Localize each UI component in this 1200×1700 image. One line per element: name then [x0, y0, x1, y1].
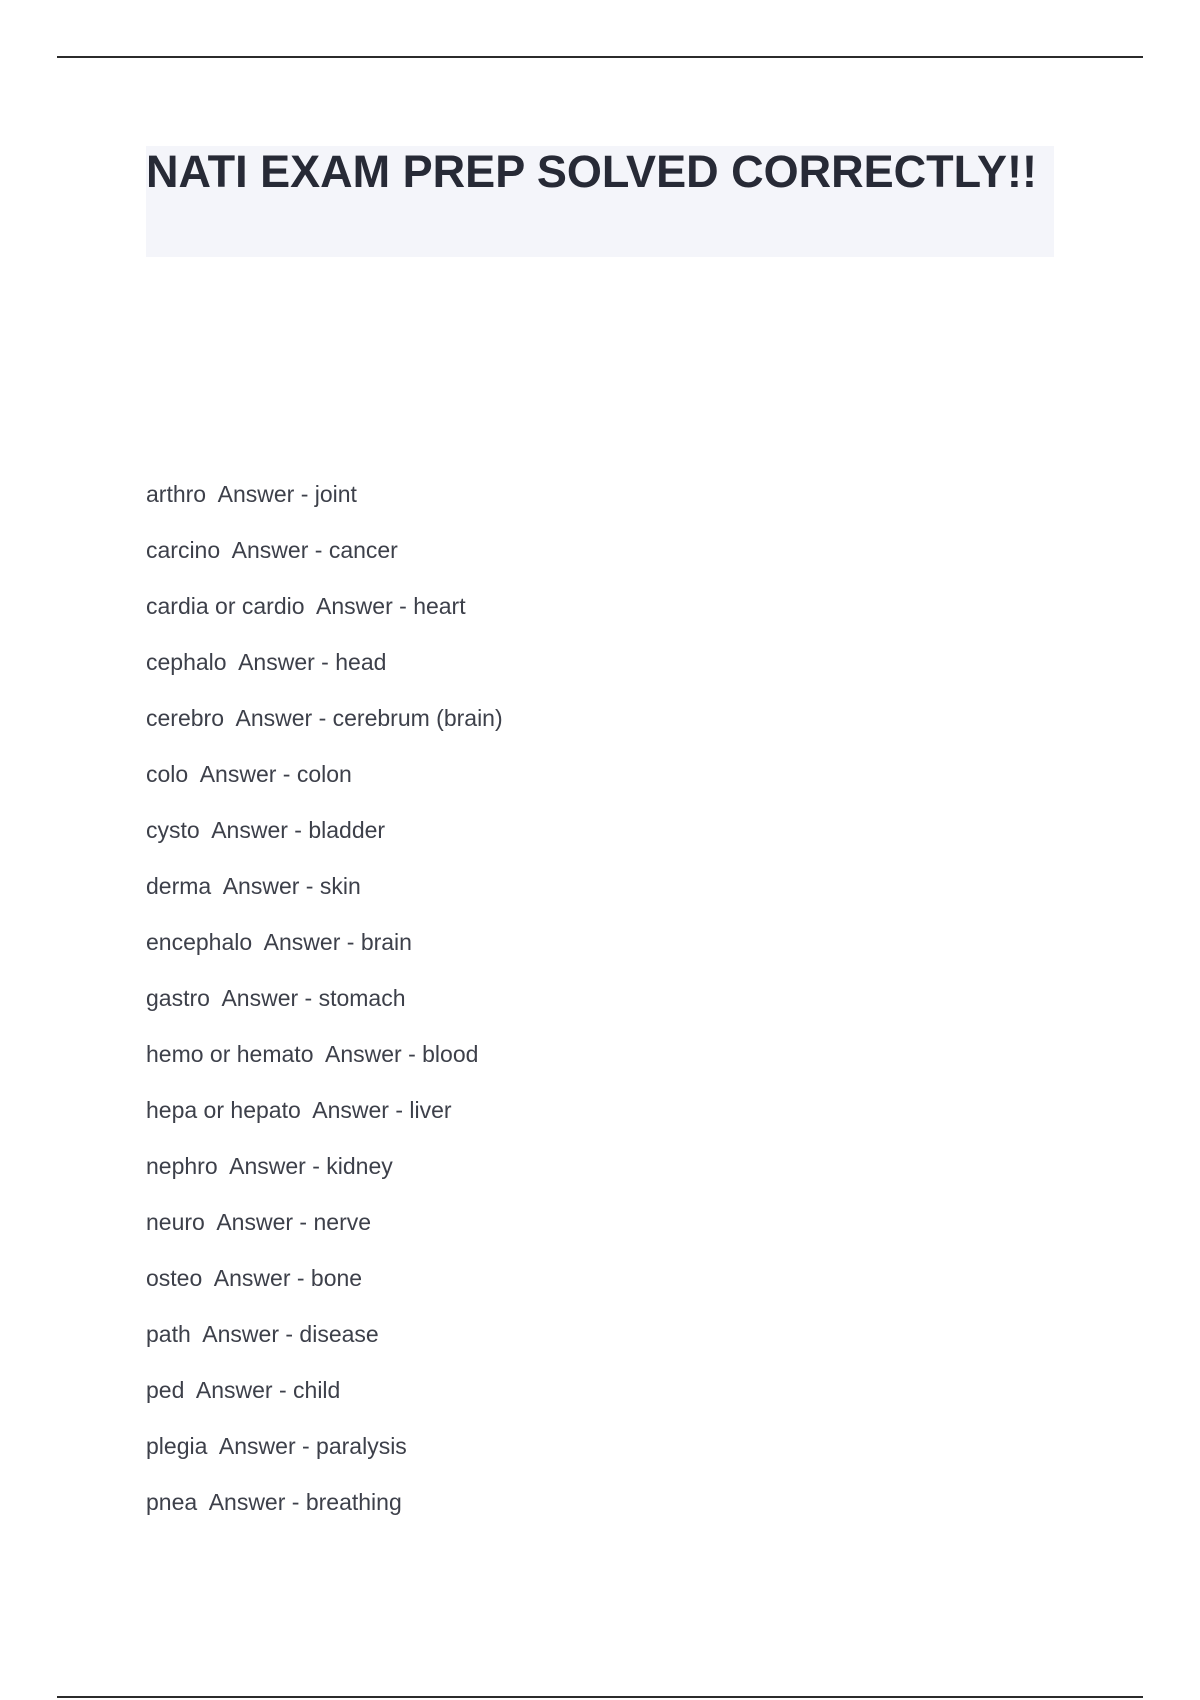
list-item	[146, 474, 503, 530]
answer-text: colon	[296, 761, 352, 787]
answer-prefix: Answer -	[325, 1041, 423, 1067]
answer-text: kidney	[326, 1153, 393, 1179]
list-item	[146, 978, 503, 1034]
answer-text: liver	[409, 1097, 452, 1123]
answer-prefix: Answer -	[202, 1321, 300, 1347]
term-text: cerebro	[146, 705, 224, 731]
term-text: gastro	[146, 985, 210, 1011]
term-text: cysto	[146, 817, 200, 843]
list-item	[146, 810, 503, 866]
list-item	[146, 1370, 503, 1426]
answer-prefix: Answer -	[316, 593, 414, 619]
answer-text: nerve	[313, 1209, 372, 1235]
term-text: path	[146, 1321, 191, 1347]
answer-prefix: Answer -	[312, 1097, 410, 1123]
list-item	[146, 1034, 503, 1090]
list-item	[146, 1090, 503, 1146]
term-text: osteo	[146, 1265, 203, 1291]
answer-prefix: Answer -	[222, 873, 320, 899]
answer-prefix: Answer -	[231, 537, 329, 563]
list-item	[146, 1202, 503, 1258]
answer-text: joint	[314, 481, 357, 507]
answer-text: brain	[360, 929, 412, 955]
term-text: arthro	[146, 481, 207, 507]
list-item	[146, 698, 503, 754]
term-text: carcino	[146, 537, 221, 563]
term-text: pnea	[146, 1489, 198, 1515]
list-item	[146, 754, 503, 810]
term-text: cephalo	[146, 649, 227, 675]
answer-text: disease	[299, 1321, 379, 1347]
term-text: derma	[146, 873, 212, 899]
list-item	[146, 1258, 503, 1314]
answer-prefix: Answer -	[199, 761, 297, 787]
term-text: hepa or hepato	[146, 1097, 301, 1123]
list-item	[146, 1426, 503, 1482]
list-item	[146, 1314, 503, 1370]
answer-text: child	[293, 1377, 341, 1403]
answer-prefix: Answer -	[216, 1209, 314, 1235]
list-item	[146, 586, 503, 642]
answer-prefix: Answer -	[217, 481, 315, 507]
answer-text: stomach	[318, 985, 406, 1011]
answer-prefix: Answer -	[218, 1433, 317, 1459]
term-text: nephro	[146, 1153, 218, 1179]
list-item	[146, 642, 503, 698]
term-text: colo	[146, 761, 189, 787]
answer-text: bone	[310, 1265, 363, 1291]
list-item	[146, 530, 503, 586]
answer-text: bladder	[308, 817, 386, 843]
answer-prefix: Answer -	[263, 929, 361, 955]
document-title: NATI EXAM PREP SOLVED CORRECTLY!!	[146, 146, 1037, 197]
answer-text: skin	[319, 873, 361, 899]
answer-prefix: Answer -	[213, 1265, 311, 1291]
list-item	[146, 1146, 503, 1202]
term-text: neuro	[146, 1209, 205, 1235]
term-text: ped	[146, 1377, 185, 1403]
answer-text: paralysis	[316, 1433, 407, 1459]
answer-text: heart	[413, 593, 466, 619]
top-divider	[57, 56, 1143, 58]
term-text: plegia	[146, 1433, 208, 1459]
answer-prefix: Answer -	[211, 817, 309, 843]
answer-text: breathing	[305, 1489, 402, 1515]
answer-prefix: Answer -	[195, 1377, 294, 1403]
answer-text: head	[335, 649, 387, 675]
answer-prefix: Answer -	[208, 1489, 306, 1515]
qa-list	[146, 474, 503, 1538]
term-text: encephalo	[146, 929, 253, 955]
term-text: cardia or cardio	[146, 593, 305, 619]
answer-prefix: Answer -	[229, 1153, 327, 1179]
answer-text: blood	[422, 1041, 479, 1067]
answer-prefix: Answer -	[221, 985, 319, 1011]
answer-text: cancer	[328, 537, 398, 563]
term-text: hemo or hemato	[146, 1041, 314, 1067]
list-item	[146, 866, 503, 922]
bottom-divider	[57, 1696, 1143, 1698]
list-item	[146, 922, 503, 978]
answer-text: cerebrum (brain)	[332, 705, 503, 731]
list-item	[146, 1482, 503, 1538]
answer-prefix: Answer -	[235, 705, 333, 731]
answer-prefix: Answer -	[238, 649, 336, 675]
